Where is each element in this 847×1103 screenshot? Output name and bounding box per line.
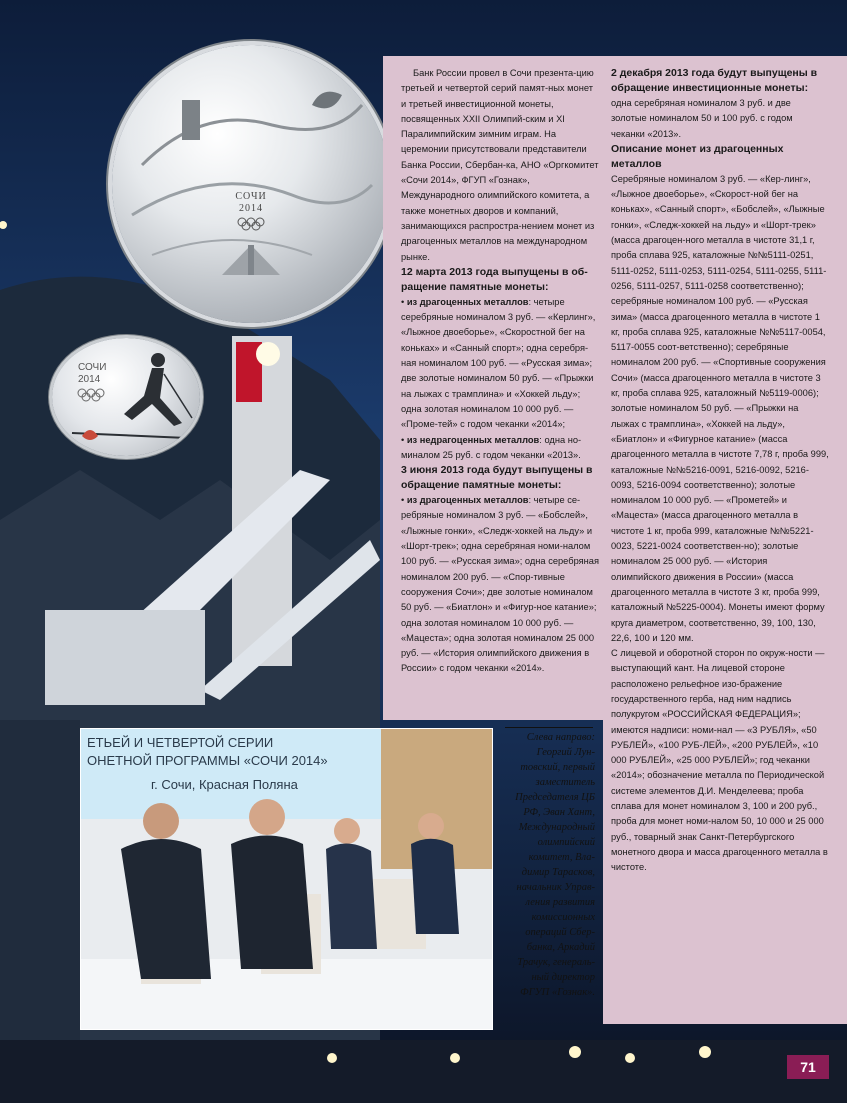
paragraph-march-precious: • из драгоценных металлов: четыре серебряные номиналом 3 руб. — «Керлинг», «Лыжное двоеборье», «Скоростной бег на коньках» и «Санный спорт»; одна серебря-ная номиналом 100 руб. — «Русская зима»; две золотые номиналом 50 руб. — «Прыжки на лыжах с трамплина» и «Хоккей льду»; одна золотая номиналом 10 000 руб. — «Проме-тей» с годом чеканки «2014»; — [401, 296, 596, 430]
article-column-1 — [401, 66, 599, 677]
paragraph-march-base: • из недрагоценных металлов: одна но-миналом 25 руб. с годом чеканки «2013». — [401, 434, 582, 460]
coin-small-city: СОЧИ — [78, 362, 107, 373]
event-photo — [80, 728, 493, 1030]
heading-coin-description: Описание монет из драгоценных металлов — [611, 142, 784, 170]
text-june-precious: : четыре се-ребряные номиналом 3 руб. — «Бобслей», «Лыжные гонки», «Следж-хоккей на льду» и «Шорт-трек»; одна серебряная номи-налом 100 руб. — «Русская зима»; одна серебряная номиналом 200 руб. — «Спор-тивные сооружения Сочи»; две золотые номиналом 50 руб. — «Биатлон» и «Фигур-ное катание»; одна золотая номиналом 10 000 руб. — «Мацеста»; одна золотая номиналом 25 000 руб. — «История олимпийского движения в России» с годом чеканки «2014». — [401, 495, 600, 674]
coin-large-year: 2014 — [239, 203, 263, 214]
text-march-precious: : четыре серебряные номиналом 3 руб. — «Керлинг», «Лыжное двоеборье», «Скоростной бег на коньках» и «Санный спорт»; одна серебря-ная номиналом 100 руб. — «Русская зима»; две золотые номиналом 50 руб. — «Прыжки на лыжах с трамплина» и «Хоккей льду»; одна золотая номиналом 10 000 руб. — «Проме-тей» с годом чеканки «2014»; — [401, 296, 596, 430]
paragraph-june-precious: • из драгоценных металлов: четыре се-ребряные номиналом 3 руб. — «Бобслей», «Лыжные гонки», «Следж-хоккей на льду» и «Шорт-трек»; одна серебряная номи-налом 100 руб. — «Русская зима»; одна серебряная номиналом 200 руб. — «Спор-тивные сооружения Сочи»; две золотые номиналом 50 руб. — «Биатлон» и «Фигур-ное катание»; одна золотая номиналом 10 000 руб. — «Мацеста»; одна золотая номиналом 25 000 руб. — «История олимпийского движения в России» с годом чеканки «2014». — [401, 495, 600, 674]
photo-panel-speakers — [81, 729, 492, 1029]
page-number: 71 — [787, 1055, 829, 1079]
photo-banner-line-1: ЕТЬЕЙ И ЧЕТВЕРТОЙ СЕРИИ — [87, 735, 274, 750]
label-june-precious: из драгоценных металлов — [406, 495, 529, 506]
heading-june-2013: 3 июня 2013 года будут выпущены в обращение памятные монеты: — [401, 464, 593, 492]
olympic-rings-icon — [236, 217, 266, 231]
photo-banner-line-2: ОНЕТНОЙ ПРОГРАММЫ «СОЧИ 2014» — [87, 753, 328, 768]
coin-small-year: 2014 — [78, 374, 101, 385]
coin-sochi-silver-large — [112, 45, 390, 323]
text-march-base: : одна но-миналом 25 руб. с годом чеканки «2013». — [401, 434, 582, 460]
paragraph-december: одна серебряная номиналом 3 руб. и две золотые номиналом 50 и 100 руб. с годом чеканки «2013». — [611, 98, 793, 139]
paragraph-description-1: Серебряные номиналом 3 руб. — «Кер-линг», «Лыжное двоеборье», «Скорост-ной бег на коньках», «Санный спорт», «Бобслей», «Лыжные гонки», «Следж-хоккей на льду» и «Шорт-трек» (масса драгоцен-ного металла в чистоте 31,1 г, проба сплава 925, каталожные №№5111-0251, 5111-0252, 5111-0253, 5111-0254, 5111-0255, 5111-0256, 5111-0257, 5111-0258 соответственно); серебряные номиналом 100 руб. — «Русская зима» (масса драгоценного металла в чистоте 1 кг, проба сплава 925, каталожные №№5117-0054, 5117-0055 соот-ветственно); серебряные номиналом 200 руб. — «Спортивные сооружения Сочи» (масса драгоценного металла в чистоте 3 кг, проба сплава 925, каталожный №5119-0006); золотые номиналом 50 руб. — «Прыжки на лыжах с трамплина», «Хоккей на льду», «Биатлон» и «Фигурное катание» (масса драгоценного металла в чистоте 7,78 г, проба 999, каталожные №№5216-0091, 5216-0092, 5216-0093, 5216-0094 соответственно); золотые номиналом 10 000 руб. — «Прометей» и «Мацеста» (масса драгоценного металла в чистоте 1 кг, проба 999, каталожные №№5221-0023, 5221-0024 соответствен-но); золотые номиналом 25 000 руб. — «История олимпийского движения в России» (масса драгоценного металла в чистоте 3 кг, проба 999, каталожный №5225-0004). Монеты имеют форму круга диаметром, соответственно, 39, 100, 130, 22,6, 100 и 120 мм. — [611, 173, 829, 643]
coin-large-city: СОЧИ — [235, 191, 267, 202]
article-column-2 — [611, 66, 829, 876]
label-march-precious: из драгоценных металлов — [406, 296, 529, 307]
intro-paragraph: Банк России провел в Сочи презента-цию третьей и четвертой серий памят-ных монет и третьей инвестиционной монеты, посвященных XXII Олимпий-ским и XI Паралимпийским зимним играм. На церемонии присутствовали представители Банка России, Сбербан-ка, АНО «Оргкомитет «Сочи 2014», ФГУП «Гознак», Международного олимпийского комитета, а также монетных дворов и компаний, занимающихся распростра-нением монет из драгоценных металлов на международном рынке. — [401, 68, 599, 262]
coin-relief-landscape — [112, 45, 390, 323]
caption-rule — [505, 727, 593, 728]
skier-figure-icon — [52, 338, 200, 456]
photo-caption: Слева направо: Георгий Лун-товский, первый заместитель Председателя ЦБ РФ, Эван Хант, Международный олимпийский комитет, Вла-димир Тарасков, начальник Управ-ления развития комиссионных операций Сбер-банка, Аркадий Трачук, генераль-ный директор ФГУП «Гознак». — [515, 732, 595, 998]
heading-december-2013: 2 декабря 2013 года будут выпущены в обращение инвестиционные монеты: — [611, 67, 818, 94]
label-march-base: из недрагоценных металлов — [406, 434, 540, 445]
paragraph-description-2: С лицевой и оборотной сторон по окруж-ности — выступающий кант. На лицевой стороне расположено рельефное изо-бражение государственного герба, над ним надпись полукругом «РОССИЙСКАЯ ФЕДЕРАЦИЯ»; имеются надписи: номи-нал — «3 РУБЛЯ», «50 РУБЛЕЙ», «100 РУБ-ЛЕЙ», «200 РУБЛЕЙ», «10 000 РУБЛЕЙ», «25 000 РУБЛЕЙ»; год чеканки «2014»; обозначение металла по Периодической системе элементов Д.И. Менделеева; проба сплава для монет номиналом 3, 100 и 200 руб., проба для монет номи-налом 50, 10 000 и 25 000 руб., товарный знак Санкт-Петербургского монетного двора и масса драгоценного металла в чистоте. — [611, 648, 828, 873]
coin-sochi-ski-small — [52, 338, 200, 456]
heading-march-2013: 12 марта 2013 года выпущены в об-ращение памятные монеты: — [401, 265, 588, 293]
photo-banner-line-3: г. Сочи, Красная Поляна — [151, 777, 298, 792]
